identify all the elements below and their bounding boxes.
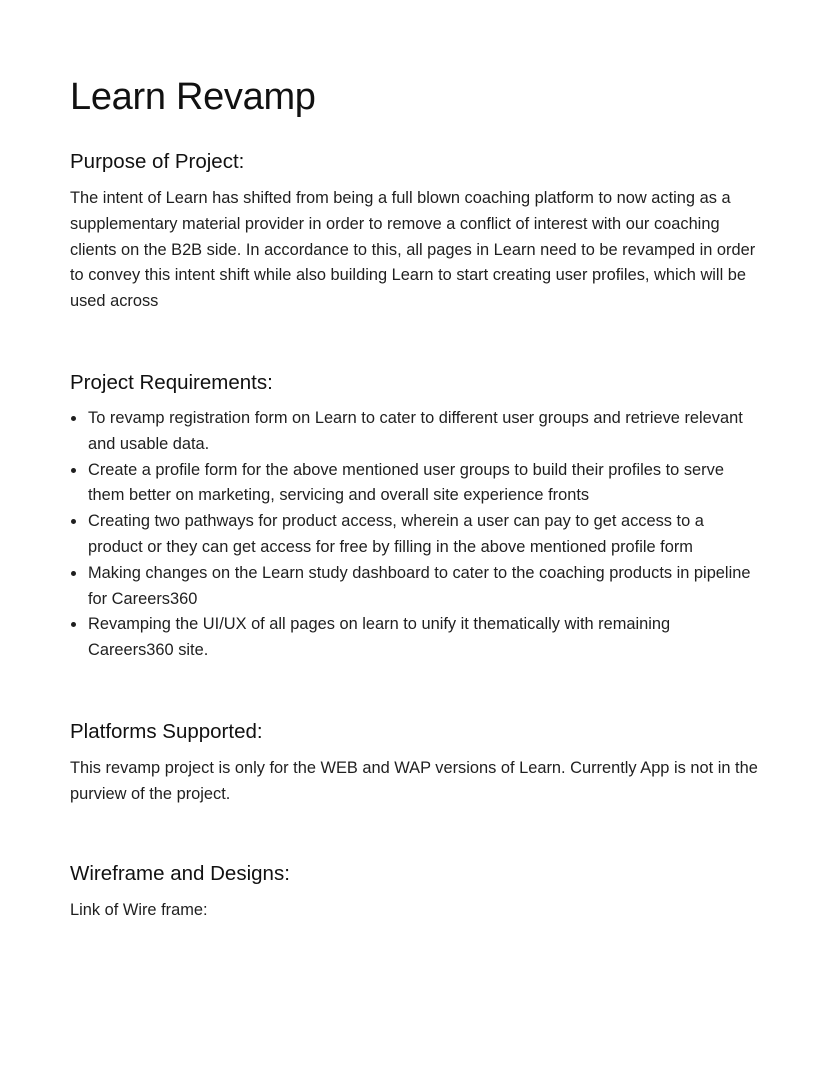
purpose-body: The intent of Learn has shifted from being a full blown coaching platform to now acting as a supplementary material provider in order to remove a conflict of interest with our coaching clients on the B2B side. In accordance to this, all pages in Learn need to be revamped in order to convey this intent shift while also building Learn to start creating user profiles, which will be used across xyxy=(70,189,756,311)
requirements-list xyxy=(70,406,760,664)
bullet-icon xyxy=(71,622,76,627)
purpose-heading: Purpose of Project: xyxy=(70,150,245,173)
bullet-icon xyxy=(71,468,76,473)
requirement-text: Create a profile form for the above mentioned user groups to build their profiles to serve them better on marketing, servicing and overall site experience fronts xyxy=(88,460,724,505)
platforms-heading: Platforms Supported: xyxy=(70,720,263,743)
requirements-heading: Project Requirements: xyxy=(70,371,273,394)
bullet-icon xyxy=(71,571,76,576)
platforms-body: This revamp project is only for the WEB and WAP versions of Learn. Currently App is not in the purview of the project. xyxy=(70,759,758,803)
requirement-item xyxy=(70,561,760,613)
wireframe-link-label: Link of Wire frame: xyxy=(70,901,208,919)
requirement-item xyxy=(70,458,760,510)
bullet-icon xyxy=(71,416,76,421)
requirement-text: Revamping the UI/UX of all pages on learn to unify it thematically with remaining Careers360 site. xyxy=(88,615,671,660)
wireframe-heading: Wireframe and Designs: xyxy=(70,862,290,885)
requirement-text: Making changes on the Learn study dashboard to cater to the coaching products in pipeline for Careers360 xyxy=(88,563,751,608)
document-title: Learn Revamp xyxy=(70,76,316,118)
bullet-icon xyxy=(71,519,76,524)
requirement-item xyxy=(70,406,760,458)
requirement-item xyxy=(70,509,760,561)
requirement-item xyxy=(70,612,760,664)
requirement-text: Creating two pathways for product access, wherein a user can pay to get access to a product or they can get access for free by filling in the above mentioned profile form xyxy=(88,512,704,556)
requirement-text: To revamp registration form on Learn to cater to different user groups and retrieve relevant and usable data. xyxy=(88,409,743,453)
